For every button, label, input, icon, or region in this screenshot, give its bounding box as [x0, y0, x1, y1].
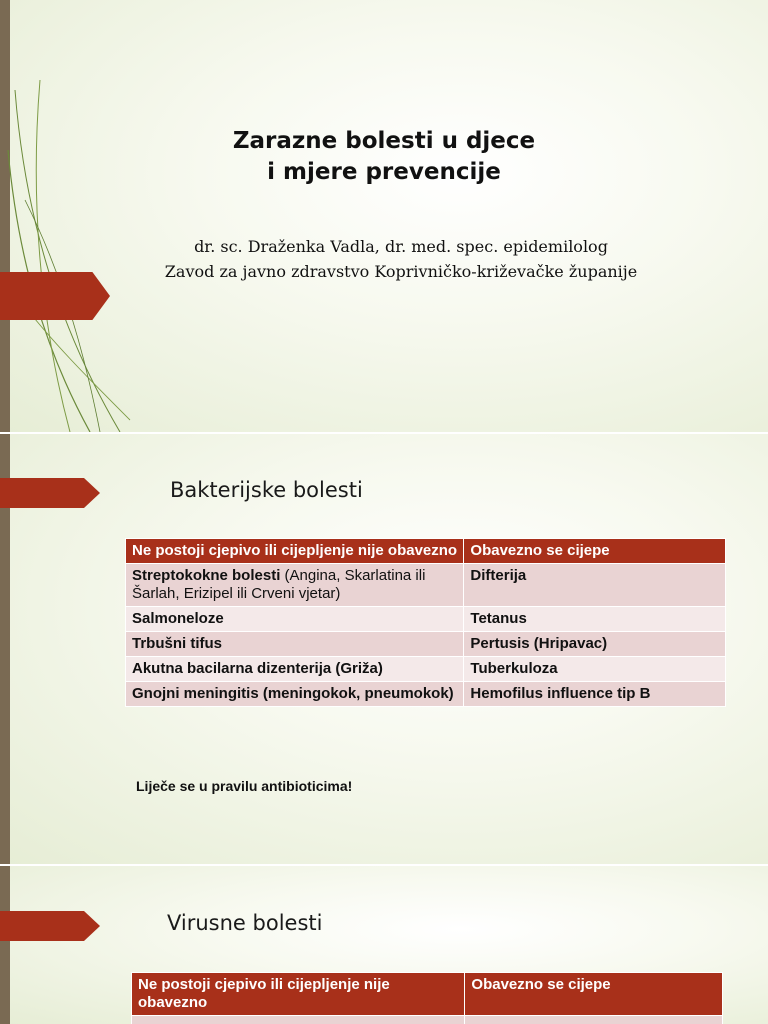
table-cell: Salmoneloze [126, 607, 464, 632]
title-line-1: Zarazne bolesti u djece [232, 128, 536, 154]
institution-line: Zavod za javno zdravstvo Koprivničko-križevačke županije [164, 262, 638, 281]
table-cell [132, 1016, 465, 1024]
slide-viral [0, 866, 768, 1024]
table-row [126, 632, 726, 657]
accent-arrow [0, 911, 100, 941]
table-header-cell: Ne postoji cjepivo ili cijepljenje nije obavezno [126, 539, 464, 564]
cell-text: (Angina, Skarlatina ili Šarlah, Erizipel ili Crveni vjetar) [132, 567, 426, 602]
table-header-row [132, 973, 723, 1016]
table-header-cell: Obavezno se cijepe [464, 539, 726, 564]
disease-table [125, 538, 726, 707]
table-cell: Tetanus [464, 607, 726, 632]
table-cell: Akutna bacilarna dizenterija (Griža) [126, 657, 464, 682]
slide-bacterial [0, 434, 768, 864]
table-cell: Gnojni meningitis (meningokok, pneumokok) [126, 682, 464, 707]
table-header-cell: Ne postoji cjepivo ili cijepljenje nije obavezno [132, 973, 465, 1016]
slide-separator [0, 864, 768, 866]
table-row [126, 564, 726, 607]
leaf-decoration [0, 0, 140, 432]
table-cell: Difterija [464, 564, 726, 607]
disease-table [131, 972, 723, 1024]
table-row [126, 682, 726, 707]
table-row [132, 1016, 723, 1024]
table-cell: Pertusis (Hripavac) [464, 632, 726, 657]
accent-arrow [0, 478, 100, 508]
table-row [126, 607, 726, 632]
slide-title [0, 0, 768, 432]
treatment-note: Liječe se u pravilu antibioticima! [136, 778, 353, 794]
table-header-cell: Obavezno se cijepe [465, 973, 723, 1016]
table-cell [126, 564, 464, 607]
author-line: dr. sc. Draženka Vadla, dr. med. spec. epidemilolog [194, 237, 608, 256]
table-row [126, 657, 726, 682]
table-cell: Trbušni tifus [126, 632, 464, 657]
table-header-row [126, 539, 726, 564]
title-line-2: i mjere prevencije [267, 159, 501, 185]
table-cell [465, 1016, 723, 1024]
table-cell: Hemofilus influence tip B [464, 682, 726, 707]
section-heading: Virusne bolesti [167, 911, 323, 935]
left-bar [0, 866, 10, 1024]
slide-separator [0, 432, 768, 434]
section-heading: Bakterijske bolesti [170, 478, 363, 502]
table-cell: Tuberkuloza [464, 657, 726, 682]
cell-bold-text: Streptokokne bolesti [132, 567, 281, 584]
